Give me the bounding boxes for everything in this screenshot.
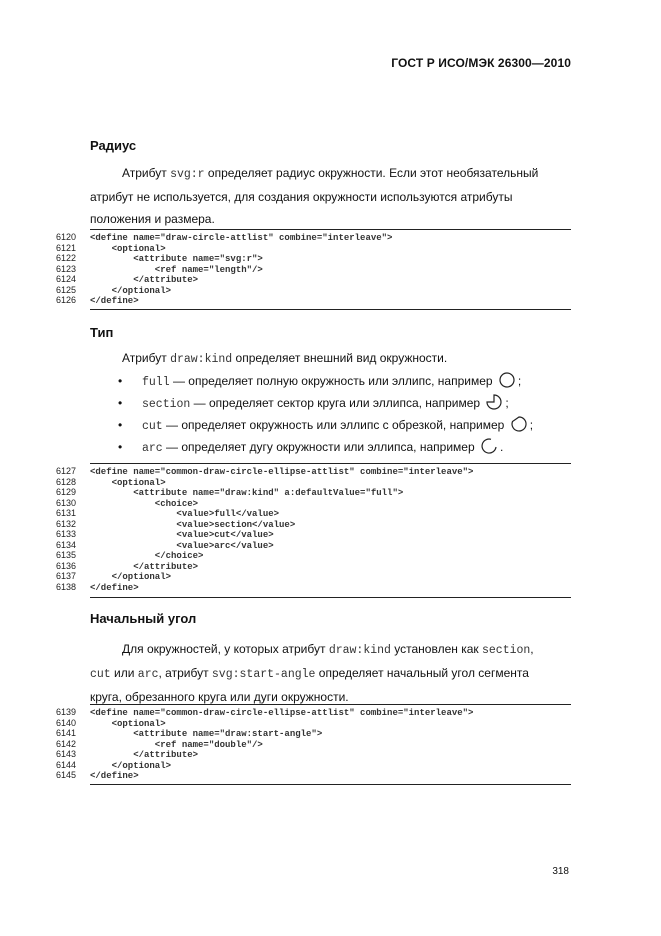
- code-svg-r: svg:r: [170, 168, 205, 181]
- code-line: [56, 582, 576, 593]
- bullet-dot: •: [118, 396, 123, 410]
- code-line: [56, 243, 576, 254]
- bullet-code: section: [142, 398, 191, 411]
- bullet-section: [118, 392, 578, 414]
- bullet-dot: •: [118, 418, 123, 432]
- start-text: определяет начальный угол сегмента: [315, 666, 529, 680]
- line-number: 6141: [56, 728, 77, 738]
- line-number: 6143: [56, 749, 77, 759]
- section-icon: [485, 393, 503, 411]
- line-number: 6144: [56, 759, 77, 770]
- line-number: 6136: [56, 560, 77, 571]
- bullet-tail: ;: [529, 418, 534, 432]
- code-block-3: [56, 707, 576, 781]
- code-text: <choice>: [90, 498, 199, 509]
- full-circle-icon: [498, 371, 516, 389]
- code-text: </optional>: [90, 760, 172, 771]
- line-number: 6137: [56, 571, 77, 581]
- code-text: </choice>: [90, 551, 204, 561]
- line-number: 6120: [56, 232, 77, 242]
- code-line: [56, 571, 576, 582]
- code-text: </attribute>: [90, 750, 199, 760]
- line-number: 6130: [56, 497, 77, 508]
- code-rule-bottom-3: [90, 784, 571, 785]
- bullet-code: full: [142, 376, 170, 389]
- code-text: </attribute>: [90, 275, 199, 285]
- code-line: [56, 466, 576, 477]
- code-block-2: [56, 466, 576, 592]
- code-draw-kind: draw:kind: [328, 644, 391, 657]
- bullet-text: — определяет полную окружность или эллипс, например: [169, 374, 493, 388]
- start-angle-paragraph: [90, 638, 570, 708]
- code-line: [56, 770, 576, 781]
- code-text: <optional>: [90, 243, 166, 254]
- code-line: [56, 508, 576, 519]
- type-text-after: определяет внешний вид окружности.: [232, 351, 448, 365]
- page-number: 318: [552, 866, 569, 877]
- page-header: ГОСТ Р ИСО/МЭК 26300—2010: [391, 56, 571, 70]
- line-number: 6126: [56, 295, 77, 305]
- line-number: 6134: [56, 539, 77, 550]
- radius-paragraph: [90, 162, 570, 230]
- radius-text-line3: положения и размера.: [90, 212, 215, 226]
- line-number: 6122: [56, 253, 77, 263]
- code-line: [56, 749, 576, 760]
- line-number: 6133: [56, 529, 77, 539]
- line-number: 6131: [56, 508, 77, 518]
- line-number: 6129: [56, 487, 77, 497]
- start-text: ,: [530, 642, 534, 656]
- code-text: <define name="draw-circle-attlist" combine="interleave">: [90, 233, 393, 243]
- section-title-type: Тип: [90, 325, 114, 340]
- code-rule-top-1: [90, 229, 571, 230]
- code-cut: cut: [90, 668, 111, 681]
- code-text: </define>: [90, 296, 139, 306]
- code-line: [56, 561, 576, 572]
- bullet-code: cut: [142, 420, 163, 433]
- bullet-text: — определяет окружность или эллипс с обрезкой, например: [162, 418, 505, 432]
- bullet-text: — определяет дугу окружности или эллипса, например: [162, 440, 475, 454]
- start-text: установлен как: [390, 642, 482, 656]
- code-rule-top-2: [90, 463, 571, 464]
- start-text: Для окружностей, у которых атрибут: [122, 642, 329, 656]
- code-line: [56, 274, 576, 285]
- code-line: [56, 540, 576, 551]
- code-line: [56, 739, 576, 750]
- code-text: <define name="common-draw-circle-ellipse-attlist" combine="interleave">: [90, 708, 474, 718]
- code-arc: arc: [137, 668, 159, 681]
- code-line: [56, 707, 576, 718]
- line-number: 6145: [56, 770, 77, 780]
- radius-text: Атрибут: [122, 166, 171, 180]
- radius-text-after: определяет радиус окружности. Если этот необязательный: [204, 166, 539, 180]
- bullet-tail: .: [499, 440, 504, 454]
- section-title-start-angle: Начальный угол: [90, 611, 197, 626]
- start-text: или: [110, 666, 138, 680]
- code-rule-top-3: [90, 704, 571, 705]
- code-line: [56, 498, 576, 509]
- bullet-dot: •: [118, 440, 123, 454]
- line-number: 6132: [56, 518, 77, 529]
- code-text: <ref name="double"/>: [90, 739, 263, 750]
- line-number: 6128: [56, 476, 77, 487]
- code-line: [56, 285, 576, 296]
- bullet-arc: [118, 436, 578, 458]
- line-number: 6139: [56, 707, 77, 717]
- type-bullet-list: [118, 370, 578, 458]
- bullet-tail: ;: [505, 396, 509, 410]
- bullet-tail: ;: [517, 374, 522, 388]
- code-text: <attribute name="draw:start-angle">: [90, 729, 323, 739]
- bullet-code: arc: [142, 442, 163, 455]
- bullet-dot: •: [118, 374, 123, 388]
- line-number: 6138: [56, 581, 77, 592]
- code-block-1: [56, 232, 576, 306]
- code-text: <optional>: [90, 718, 166, 729]
- code-svg-start-angle: svg:start-angle: [211, 668, 316, 681]
- code-rule-bottom-1: [90, 309, 571, 310]
- code-text: </define>: [90, 582, 139, 593]
- code-text: <attribute name="svg:r">: [90, 254, 263, 264]
- line-number: 6127: [56, 466, 77, 476]
- code-line: [56, 519, 576, 530]
- code-line: [56, 760, 576, 771]
- code-text: <value>cut</value>: [90, 530, 274, 540]
- bullet-cut: [118, 414, 578, 436]
- line-number: 6135: [56, 550, 77, 560]
- code-line: [56, 487, 576, 498]
- code-text: </attribute>: [90, 561, 199, 572]
- code-line: [56, 718, 576, 729]
- bullet-text: — определяет сектор круга или эллипса, например: [190, 396, 481, 410]
- code-line: [56, 477, 576, 488]
- code-text: <value>section</value>: [90, 519, 296, 530]
- code-text: <define name="common-draw-circle-ellipse-attlist" combine="interleave">: [90, 467, 474, 477]
- code-line: [56, 253, 576, 264]
- code-text: <optional>: [90, 477, 166, 488]
- code-line: [56, 295, 576, 306]
- code-section: section: [481, 644, 531, 657]
- line-number: 6142: [56, 738, 77, 749]
- line-number: 6125: [56, 284, 77, 295]
- cut-icon: [510, 415, 528, 433]
- code-text: <attribute name="draw:kind" a:defaultValue="full">: [90, 488, 404, 498]
- bullet-full: [118, 370, 578, 392]
- code-line: [56, 728, 576, 739]
- line-number: 6140: [56, 717, 77, 728]
- start-text: , атрибут: [158, 666, 212, 680]
- code-line: [56, 264, 576, 275]
- section-title-radius: Радиус: [90, 138, 137, 153]
- code-text: </define>: [90, 771, 139, 781]
- line-number: 6124: [56, 274, 77, 284]
- code-text: </optional>: [90, 572, 172, 582]
- line-number: 6123: [56, 263, 77, 274]
- code-text: <ref name="length"/>: [90, 264, 263, 275]
- code-line: [56, 232, 576, 243]
- code-text: <value>arc</value>: [90, 540, 274, 551]
- line-number: 6121: [56, 242, 77, 253]
- code-text: </optional>: [90, 285, 172, 296]
- code-draw-kind: draw:kind: [170, 353, 233, 366]
- code-line: [56, 550, 576, 561]
- code-line: [56, 529, 576, 540]
- code-text: <value>full</value>: [90, 509, 280, 519]
- arc-icon: [480, 437, 498, 455]
- type-text: Атрибут: [122, 351, 171, 365]
- radius-text-line2: атрибут не используется, для создания окружности используются атрибуты: [90, 190, 513, 204]
- type-paragraph: [90, 347, 570, 371]
- code-rule-bottom-2: [90, 597, 571, 598]
- start-text-line3: круга, обрезанного круга или дуги окружности.: [90, 690, 349, 704]
